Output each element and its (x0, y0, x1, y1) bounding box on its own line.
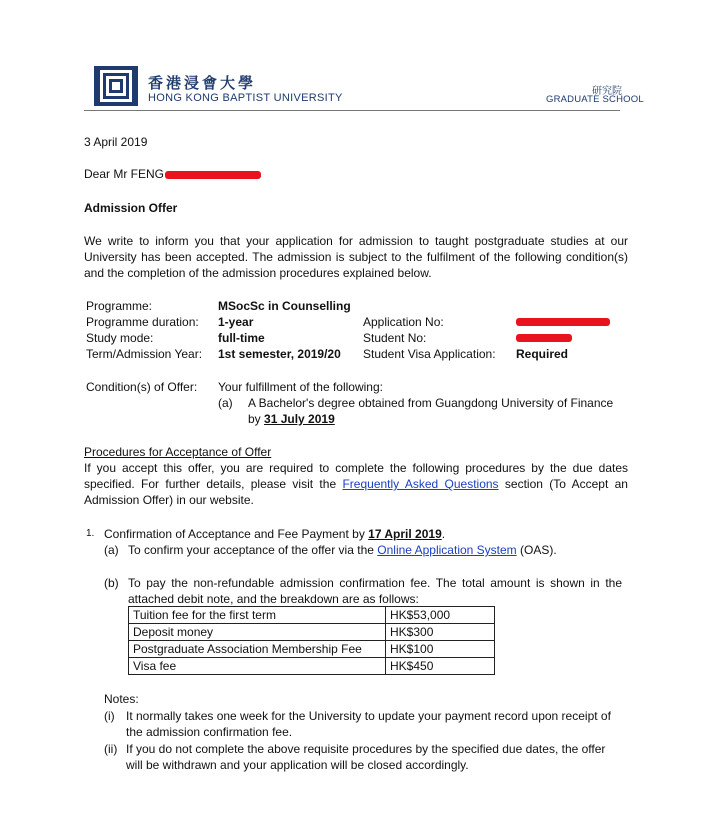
sub-a-marker: (a) (104, 543, 119, 557)
condition-a-date: 31 July 2019 (264, 412, 335, 426)
letter-date: 3 April 2019 (84, 135, 148, 149)
fee-amount: HK$100 (386, 641, 495, 658)
note-2-marker: (ii) (104, 742, 118, 756)
redacted-student-no (516, 334, 572, 342)
sub-b-marker: (b) (104, 576, 119, 590)
intro-paragraph: We write to inform you that your application for admission to taught postgraduate studies at our University has been accepted. The admission is subject to the fulfilment of the following condition(s) and the completion of the admission procedures explained below. (84, 234, 628, 280)
conditions-label: Condition(s) of Offer: (86, 380, 198, 394)
condition-a-deadline (248, 411, 335, 427)
step1-text: Confirmation of Acceptance and Fee Payment by (104, 527, 365, 541)
sub-a-line (128, 542, 557, 558)
fee-item: Tuition fee for the first term (129, 607, 386, 624)
step1-heading (104, 526, 445, 542)
student-no-label: Student No: (363, 331, 427, 345)
table-row (129, 658, 495, 675)
sub-b-text: To pay the non-refundable admission confirmation fee. The total amount is shown in the attached debit note, and the breakdown are as follows: (128, 576, 622, 606)
online-application-system-link[interactable]: Online Application System (377, 543, 517, 557)
fee-item: Deposit money (129, 624, 386, 641)
graduate-school-chinese: 研究院 (592, 86, 622, 97)
redacted-name (165, 171, 261, 179)
condition-a-text: A Bachelor's degree obtained from Guangdong University of Finance (248, 396, 614, 410)
step1-period: . (441, 527, 446, 541)
fee-item: Postgraduate Association Membership Fee (129, 641, 386, 658)
note-1-text: It normally takes one week for the University to update your payment record upon receipt of the admission confirmation fee. (126, 709, 611, 739)
step1-date: 17 April 2019 (368, 527, 442, 541)
programme-value: MSocSc in Counselling (218, 299, 351, 313)
header-divider (84, 110, 620, 111)
fee-amount: HK$450 (386, 658, 495, 675)
procedures-paragraph (84, 460, 628, 508)
redacted-application-no (516, 318, 610, 326)
table-row (129, 641, 495, 658)
fee-amount: HK$300 (386, 624, 495, 641)
university-name-chinese: 香港浸會大學 (148, 74, 257, 92)
programme-label: Programme: (86, 299, 153, 313)
study-mode-value: full-time (218, 331, 265, 345)
note-1-marker: (i) (104, 709, 115, 723)
programme-values (218, 298, 351, 362)
step1-number: 1. (86, 528, 95, 539)
graduate-school-english: GRADUATE SCHOOL (546, 94, 644, 105)
duration-value: 1-year (218, 315, 254, 329)
fee-item: Visa fee (129, 658, 386, 675)
fee-breakdown-table (128, 606, 495, 675)
salutation (84, 166, 261, 182)
procedures-text-after: section (To Accept an Admission Offer) in our website. (84, 477, 628, 507)
faq-link[interactable]: Frequently Asked Questions (342, 477, 499, 491)
notes-title: Notes: (104, 692, 139, 706)
application-no-label: Application No: (363, 315, 444, 329)
term-label: Term/Admission Year: (86, 347, 203, 361)
subject-line: Admission Offer (84, 201, 178, 215)
conditions-intro: Your fulfillment of the following: (218, 380, 383, 394)
visa-value: Required (516, 347, 569, 361)
visa-label: Student Visa Application: (363, 347, 496, 361)
sub-a-after: (OAS). (520, 543, 557, 557)
study-mode-label: Study mode: (86, 331, 154, 345)
application-labels (363, 314, 496, 362)
duration-label: Programme duration: (86, 315, 199, 329)
programme-labels (86, 298, 202, 362)
sub-a-text: To confirm your acceptance of the offer via the (128, 543, 374, 557)
university-logo (94, 64, 138, 108)
table-row (129, 624, 495, 641)
fee-amount: HK$53,000 (386, 607, 495, 624)
term-value: 1st semester, 2019/20 (218, 347, 341, 361)
procedures-heading: Procedures for Acceptance of Offer (84, 445, 272, 459)
table-row (129, 607, 495, 624)
procedures-text-before: If you accept this offer, you are required to complete the following procedures by the due dates specified. For further details, please visit the (84, 461, 628, 491)
condition-a-by: by (248, 412, 261, 426)
salutation-text: Dear Mr FENG (84, 167, 165, 181)
condition-a-marker: (a) (218, 396, 233, 410)
university-name-english: HONG KONG BAPTIST UNIVERSITY (148, 92, 343, 104)
note-2-text: If you do not complete the above requisite procedures by the specified due dates, the offer will be withdrawn and your application will be closed accordingly. (126, 742, 606, 772)
